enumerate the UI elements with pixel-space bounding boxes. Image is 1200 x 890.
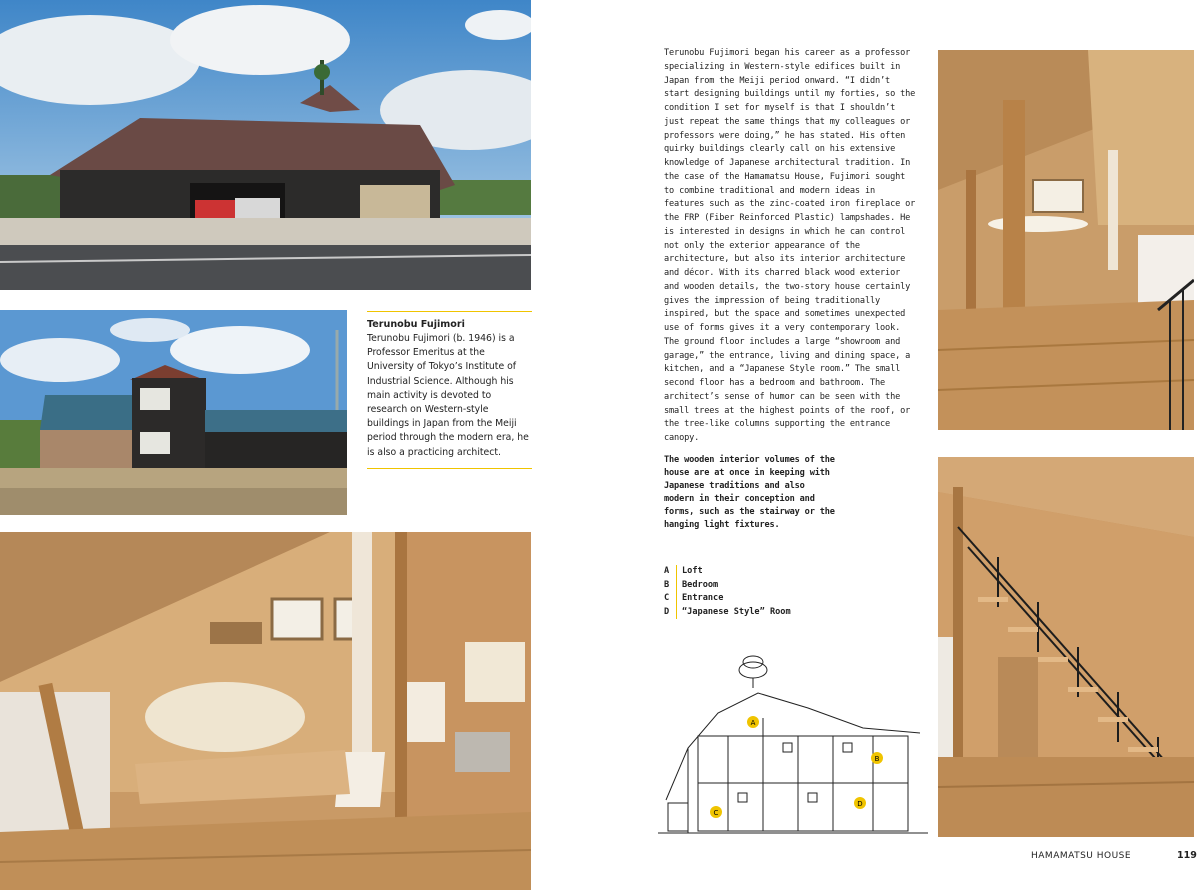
- legend-key: A: [664, 565, 677, 579]
- legend-item: [664, 579, 791, 593]
- interior-stair-photo: [938, 457, 1194, 837]
- architect-bio-text: Terunobu Fujimori (b. 1946) is a Professor Emeritus at the University of Tokyo’s Institute of Industrial Science. Although his main activity is devoted to research on Western-style buildings in Japan from the Meiji period through the modern era, he is also a practicing architect.: [367, 333, 529, 458]
- body-text: Terunobu Fujimori began his career as a professor specializing in Western-style edifices built in Japan from the Meiji period onward. “I didn’t start designing buildings until my forties, so the condition I set for myself is that I shouldn’t just repeat the same things that my colleagues or professors were doing,” he has stated. His often quirky buildings clearly call on his extensive knowledge of Japanese architectural tradition. In the case of the Hamamatsu House, Fujimori sought to combine traditional and modern ideas in features such as the zinc-coated iron fireplace or the FRP (Fiber Reinforced Plastic) lampshades. He is interested in designs in which he can control not only the exterior appearance of the architecture, but also its interior architecture and décor. With its charred black wood exterior and wooden details, the two-story house certainly gives the impression of being traditionally inspired, but the space and sometimes unexpected use of forms gives it a very contemporary look. The ground floor includes a large “showroom and garage,” the entrance, living and dining space, a kitchen, and a “Japanese Style room.” The small second floor has a bedroom and bathroom. The architect’s sense of humor can be seen with the small trees at the highest points of the roof, or the tree-like columns supporting the entrance canopy.: [664, 48, 916, 443]
- running-footer-title: HAMAMATSU HOUSE: [1031, 851, 1132, 861]
- section-marker-d-label: D: [857, 800, 863, 808]
- photo-caption: The wooden interior volumes of the house are at once in keeping with Japanese traditions and also modern in their conception and forms, such as the stairway or the hanging light fixtures.: [664, 455, 835, 530]
- legend-item: [664, 565, 791, 579]
- legend-key: C: [664, 592, 677, 606]
- legend-key: B: [664, 579, 677, 593]
- legend-key: D: [664, 606, 677, 620]
- section-drawing: [658, 648, 928, 840]
- legend-label: Loft: [682, 566, 703, 576]
- legend-item: [664, 606, 791, 620]
- legend-label: “Japanese Style” Room: [682, 606, 791, 617]
- architect-name: Terunobu Fujimori: [367, 319, 465, 330]
- section-marker-c-label: C: [713, 809, 719, 817]
- interior-living-photo: [0, 532, 531, 890]
- section-marker-b-label: B: [874, 755, 880, 763]
- page-number: 119: [1177, 850, 1197, 861]
- interior-loft-photo: [938, 50, 1194, 430]
- legend-item: [664, 592, 791, 606]
- exterior-garage-photo: [0, 0, 531, 290]
- section-marker-a-label: A: [750, 719, 756, 727]
- exterior-side-photo: [0, 310, 347, 515]
- legend-label: Entrance: [682, 593, 724, 603]
- legend-label: Bedroom: [682, 579, 719, 590]
- architect-bio: [367, 311, 532, 469]
- section-legend: [664, 565, 791, 619]
